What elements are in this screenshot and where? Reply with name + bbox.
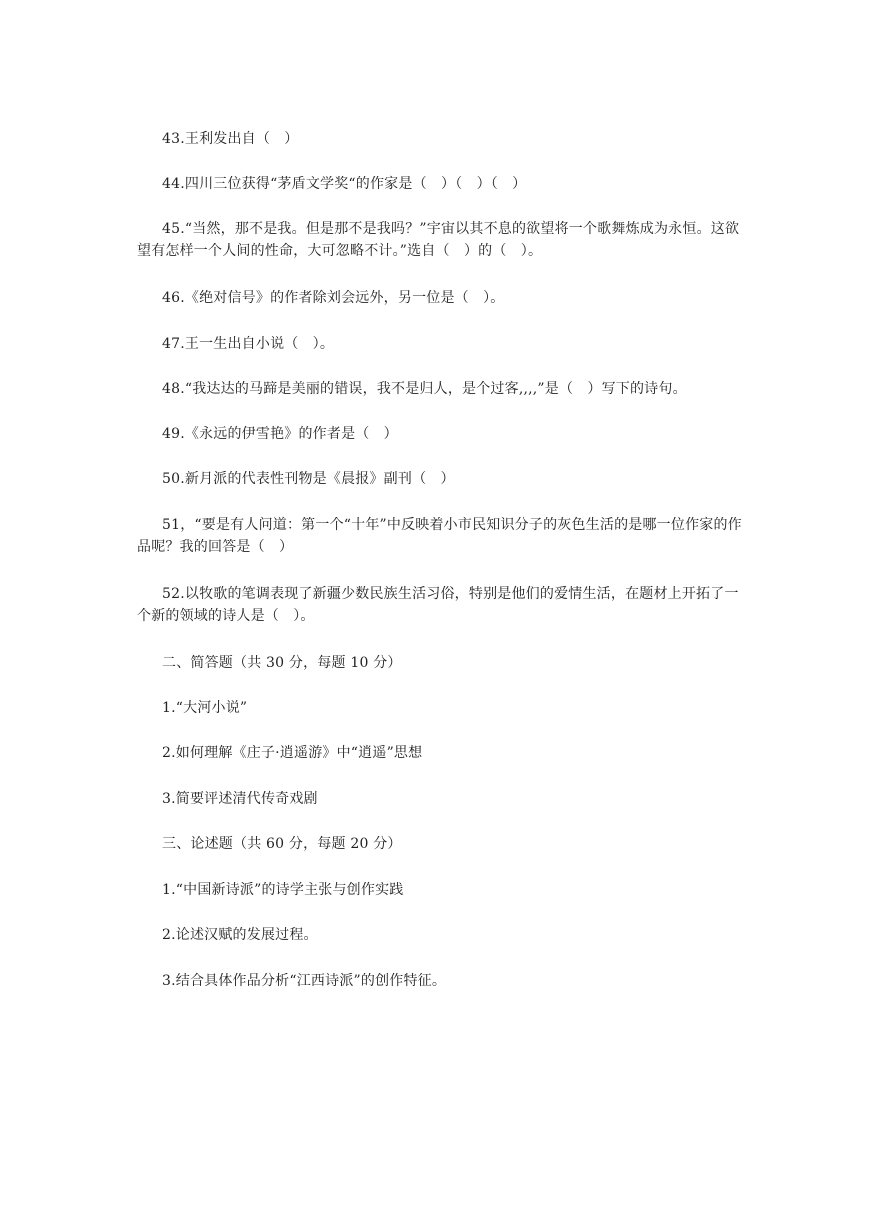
- section-3-heading: 三、论述题（共 60 分，每题 20 分）: [162, 836, 402, 852]
- question-43: 43.王利发出自（ ）: [162, 131, 299, 147]
- section-3-item: 1.“中国新诗派”的诗学主张与创作实践: [162, 882, 404, 898]
- question-48: 48.“我达达的马蹄是美丽的错误，我不是归人，是个过客,,,,”是（ ）写下的诗句。: [162, 381, 687, 397]
- question-51: 51，“要是有人问道：第一个“十年”中反映着小市民知识分子的灰色生活的是哪一位作家的作品呢？我的回答是（ ）: [137, 517, 742, 555]
- question-44: 44.四川三位获得“茅盾文学奖“的作家是（ ）（ ）（ ）: [162, 176, 527, 192]
- question-45: 45.“当然，那不是我。但是那不是我吗？”宇宙以其不息的欲望将一个歌舞炼成为永恒。这欲望有怎样一个人间的性命，大可忽略不计。”选自（ ）的（ ）。: [137, 221, 740, 259]
- question-49: 49.《永远的伊雪艳》的作者是（ ）: [162, 426, 398, 442]
- section-2-item: 3.简要评述清代传奇戏剧: [162, 791, 318, 807]
- section-3-item: 2.论述汉赋的发展过程。: [162, 927, 318, 943]
- question-46: 46.《绝对信号》的作者除刘会远外，另一位是（ ）。: [162, 290, 505, 306]
- question-52: 52.以牧歌的笔调表现了新疆少数民族生活习俗，特别是他们的爱情生活，在题材上开拓了一个新的领域的诗人是（ ）。: [137, 586, 739, 624]
- section-2-item: 1.“大河小说”: [162, 700, 248, 716]
- section-2-heading: 二、简答题（共 30 分，每题 10 分）: [162, 655, 402, 671]
- question-47: 47.王一生出自小说（ ）。: [162, 336, 335, 352]
- section-3-item: 3.结合具体作品分析“江西诗派”的创作特征。: [162, 973, 447, 989]
- question-50: 50.新月派的代表性刊物是《晨报》副刊（ ）: [162, 471, 455, 487]
- section-2-item: 2.如何理解《庄子·逍遥游》中“逍遥”思想: [162, 745, 423, 761]
